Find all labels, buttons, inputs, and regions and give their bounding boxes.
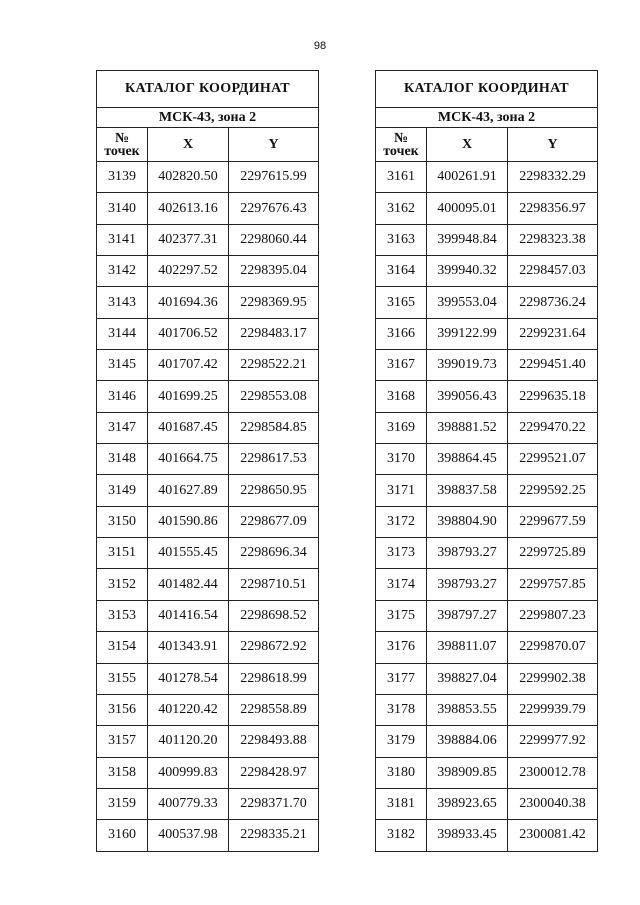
table-row (376, 193, 598, 224)
table-row (97, 506, 319, 537)
coord-y: 2298696.34 (229, 538, 319, 569)
coord-y: 2298369.95 (229, 287, 319, 318)
coord-y: 2298698.52 (229, 600, 319, 631)
table-row (376, 475, 598, 506)
point-number: 3182 (376, 820, 427, 851)
point-number: 3170 (376, 444, 427, 475)
coord-y: 2299725.89 (508, 538, 598, 569)
catalog-subtitle: МСК-43, зона 2 (97, 108, 319, 128)
table-row (376, 632, 598, 663)
coord-x: 398793.27 (427, 569, 508, 600)
coord-x: 400779.33 (148, 788, 229, 819)
coord-y: 2299677.59 (508, 506, 598, 537)
point-number: 3173 (376, 538, 427, 569)
catalog-subtitle: МСК-43, зона 2 (376, 108, 598, 128)
coord-y: 2297676.43 (229, 193, 319, 224)
table-row (376, 663, 598, 694)
table-row (376, 506, 598, 537)
point-number: 3153 (97, 600, 148, 631)
table-row (376, 757, 598, 788)
coordinate-catalog-right (375, 70, 598, 852)
point-number: 3157 (97, 726, 148, 757)
coord-y: 2299902.38 (508, 663, 598, 694)
coord-y: 2299939.79 (508, 694, 598, 725)
point-number: 3146 (97, 381, 148, 412)
coord-x: 401278.54 (148, 663, 229, 694)
table-row (376, 350, 598, 381)
coord-x: 399122.99 (427, 318, 508, 349)
coord-x: 401687.45 (148, 412, 229, 443)
coord-y: 2299807.23 (508, 600, 598, 631)
table-row (97, 820, 319, 851)
table-row (97, 788, 319, 819)
table-row (97, 193, 319, 224)
coord-x: 401416.54 (148, 600, 229, 631)
coord-x: 399056.43 (427, 381, 508, 412)
coord-y: 2299592.25 (508, 475, 598, 506)
point-number: 3144 (97, 318, 148, 349)
point-number: 3174 (376, 569, 427, 600)
table-row (97, 381, 319, 412)
catalog-title: КАТАЛОГ КООРДИНАТ (376, 71, 598, 108)
coord-x: 398837.58 (427, 475, 508, 506)
coord-y: 2299521.07 (508, 444, 598, 475)
coord-x: 402297.52 (148, 256, 229, 287)
coordinate-catalog-left (96, 70, 319, 852)
table-row (97, 632, 319, 663)
point-number: 3180 (376, 757, 427, 788)
table-row (97, 412, 319, 443)
table-row (97, 569, 319, 600)
coord-x: 401664.75 (148, 444, 229, 475)
table-row (97, 224, 319, 255)
coord-x: 398909.85 (427, 757, 508, 788)
coord-y: 2299870.07 (508, 632, 598, 663)
coord-x: 401120.20 (148, 726, 229, 757)
point-number: 3148 (97, 444, 148, 475)
coord-x: 402377.31 (148, 224, 229, 255)
coord-y: 2298493.88 (229, 726, 319, 757)
table-row (376, 318, 598, 349)
coord-y: 2300040.38 (508, 788, 598, 819)
coord-x: 402820.50 (148, 162, 229, 193)
coord-x: 398884.06 (427, 726, 508, 757)
point-number: 3175 (376, 600, 427, 631)
catalog-title: КАТАЛОГ КООРДИНАТ (97, 71, 319, 108)
table-row (376, 538, 598, 569)
point-number: 3143 (97, 287, 148, 318)
point-number: 3149 (97, 475, 148, 506)
coord-y: 2299977.92 (508, 726, 598, 757)
point-number: 3154 (97, 632, 148, 663)
coord-y: 2298335.21 (229, 820, 319, 851)
coord-y: 2298553.08 (229, 381, 319, 412)
coord-y: 2298395.04 (229, 256, 319, 287)
column-header-num: № точек (376, 128, 427, 162)
coord-y: 2298618.99 (229, 663, 319, 694)
table-row (376, 600, 598, 631)
coord-y: 2298617.53 (229, 444, 319, 475)
coord-y: 2298428.97 (229, 757, 319, 788)
coord-x: 398797.27 (427, 600, 508, 631)
coord-x: 398804.90 (427, 506, 508, 537)
point-number: 3159 (97, 788, 148, 819)
coord-x: 399019.73 (427, 350, 508, 381)
coord-y: 2299451.40 (508, 350, 598, 381)
table-row (97, 287, 319, 318)
table-row (97, 256, 319, 287)
point-number: 3150 (97, 506, 148, 537)
coord-x: 399553.04 (427, 287, 508, 318)
coord-x: 401343.91 (148, 632, 229, 663)
point-number: 3140 (97, 193, 148, 224)
point-number: 3151 (97, 538, 148, 569)
table-row (97, 318, 319, 349)
column-header-x: X (148, 128, 229, 162)
coord-x: 401220.42 (148, 694, 229, 725)
coord-y: 2298457.03 (508, 256, 598, 287)
coord-y: 2298371.70 (229, 788, 319, 819)
table-row (376, 444, 598, 475)
table-row (97, 726, 319, 757)
coord-y: 2299757.85 (508, 569, 598, 600)
point-number: 3177 (376, 663, 427, 694)
coord-x: 399948.84 (427, 224, 508, 255)
coord-x: 398864.45 (427, 444, 508, 475)
coord-y: 2298650.95 (229, 475, 319, 506)
point-number: 3162 (376, 193, 427, 224)
coord-y: 2300081.42 (508, 820, 598, 851)
coord-x: 398923.65 (427, 788, 508, 819)
table-row (97, 757, 319, 788)
coord-y: 2298710.51 (229, 569, 319, 600)
table-row (376, 256, 598, 287)
point-number: 3179 (376, 726, 427, 757)
column-header-x: X (427, 128, 508, 162)
point-number: 3139 (97, 162, 148, 193)
point-number: 3141 (97, 224, 148, 255)
coord-y: 2298677.09 (229, 506, 319, 537)
point-number: 3167 (376, 350, 427, 381)
coord-x: 400999.83 (148, 757, 229, 788)
coord-x: 398827.04 (427, 663, 508, 694)
point-number: 3181 (376, 788, 427, 819)
coord-x: 400261.91 (427, 162, 508, 193)
point-number: 3155 (97, 663, 148, 694)
point-number: 3160 (97, 820, 148, 851)
point-number: 3163 (376, 224, 427, 255)
point-number: 3176 (376, 632, 427, 663)
coord-y: 2298584.85 (229, 412, 319, 443)
coord-y: 2298558.89 (229, 694, 319, 725)
table-row (376, 224, 598, 255)
point-number: 3158 (97, 757, 148, 788)
coord-x: 398933.45 (427, 820, 508, 851)
table-row (97, 350, 319, 381)
point-number: 3169 (376, 412, 427, 443)
page-number: 98 (313, 40, 327, 52)
coord-x: 399940.32 (427, 256, 508, 287)
point-number: 3161 (376, 162, 427, 193)
coord-x: 401627.89 (148, 475, 229, 506)
coord-x: 401482.44 (148, 569, 229, 600)
table-row (376, 412, 598, 443)
coord-y: 2299231.64 (508, 318, 598, 349)
table-row (376, 694, 598, 725)
point-number: 3168 (376, 381, 427, 412)
table-row (376, 162, 598, 193)
coord-y: 2299635.18 (508, 381, 598, 412)
point-number: 3164 (376, 256, 427, 287)
table-row (376, 287, 598, 318)
point-number: 3152 (97, 569, 148, 600)
coord-x: 402613.16 (148, 193, 229, 224)
point-number: 3156 (97, 694, 148, 725)
table-row (97, 538, 319, 569)
coord-x: 401590.86 (148, 506, 229, 537)
table-row (376, 788, 598, 819)
coord-x: 400095.01 (427, 193, 508, 224)
point-number: 3171 (376, 475, 427, 506)
point-number: 3147 (97, 412, 148, 443)
table-row (97, 663, 319, 694)
coord-x: 398881.52 (427, 412, 508, 443)
table-row (97, 162, 319, 193)
point-number: 3165 (376, 287, 427, 318)
table-row (376, 726, 598, 757)
point-number: 3142 (97, 256, 148, 287)
table-row (376, 381, 598, 412)
coord-x: 398853.55 (427, 694, 508, 725)
table-row (97, 694, 319, 725)
coord-x: 400537.98 (148, 820, 229, 851)
coord-y: 2298483.17 (229, 318, 319, 349)
point-number: 3166 (376, 318, 427, 349)
coord-y: 2298323.38 (508, 224, 598, 255)
coord-y: 2300012.78 (508, 757, 598, 788)
point-number: 3145 (97, 350, 148, 381)
coord-y: 2298060.44 (229, 224, 319, 255)
coord-x: 401555.45 (148, 538, 229, 569)
coord-y: 2298522.21 (229, 350, 319, 381)
coord-x: 398793.27 (427, 538, 508, 569)
table-row (97, 475, 319, 506)
coord-x: 401706.52 (148, 318, 229, 349)
column-header-y: Y (508, 128, 598, 162)
column-header-y: Y (229, 128, 319, 162)
table-row (376, 820, 598, 851)
coord-y: 2298356.97 (508, 193, 598, 224)
coord-x: 401707.42 (148, 350, 229, 381)
coord-x: 401699.25 (148, 381, 229, 412)
table-row (376, 569, 598, 600)
table-row (97, 444, 319, 475)
point-number: 3178 (376, 694, 427, 725)
coord-y: 2297615.99 (229, 162, 319, 193)
coord-x: 401694.36 (148, 287, 229, 318)
coord-x: 398811.07 (427, 632, 508, 663)
column-header-num: № точек (97, 128, 148, 162)
point-number: 3172 (376, 506, 427, 537)
coord-y: 2298736.24 (508, 287, 598, 318)
coord-y: 2299470.22 (508, 412, 598, 443)
coord-y: 2298672.92 (229, 632, 319, 663)
coord-y: 2298332.29 (508, 162, 598, 193)
table-row (97, 600, 319, 631)
